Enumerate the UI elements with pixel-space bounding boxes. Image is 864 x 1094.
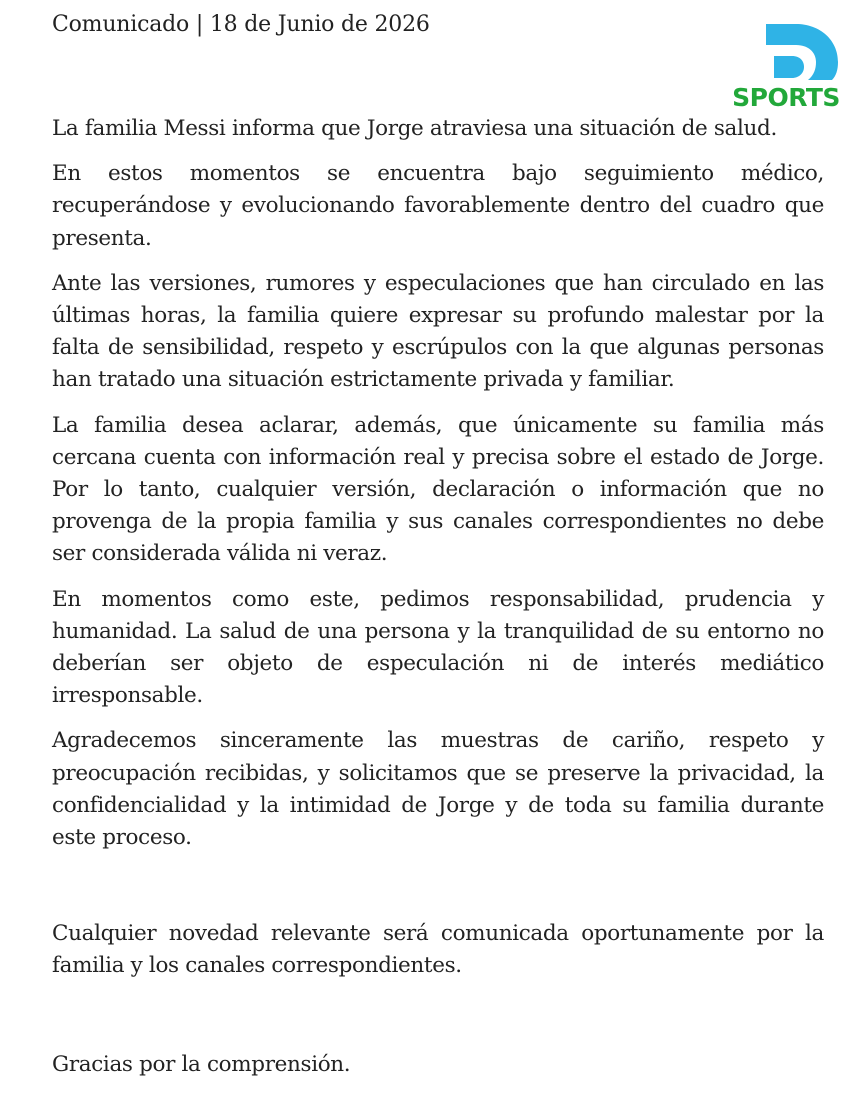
- statement-body: [52, 113, 824, 1094]
- paragraph-clarification: La familia desea aclarar, además, que únicamente su familia más cercana cuenta con información real y precisa sobre el estado de Jorge. Por lo tanto, cualquier versión, declaración o información que no provenga de la propia familia y sus canales correspondientes no debe ser considerada válida ni veraz.: [52, 412, 824, 567]
- paragraph-updates: Cualquier novedad relevante será comunicada oportunamente por la familia y los canales correspondientes.: [52, 921, 824, 979]
- logo-mark-lower: [774, 56, 804, 78]
- spacer: [52, 867, 824, 918]
- paragraph-responsibility: En momentos como este, pedimos responsabilidad, prudencia y humanidad. La salud de una persona y la tranquilidad de su entorno no deberían ser objeto de especulación ni de interés mediático irresponsable.: [52, 586, 824, 709]
- spacer: [52, 996, 824, 1049]
- paragraph-rumors: Ante las versiones, rumores y especulaciones que han circulado en las últimas horas, la familia quiere expresar su profundo malestar por la falta de sensibilidad, respeto y escrúpulos con la que algunas personas han tratado una situación estrictamente privada y familiar.: [52, 270, 824, 393]
- statement-header: Comunicado | 18 de Junio de 2026: [52, 12, 430, 37]
- dsports-d-icon: [728, 22, 844, 114]
- paragraph-intro: La familia Messi informa que Jorge atraviesa una situación de salud.: [52, 116, 777, 141]
- dsports-logo: [728, 22, 844, 114]
- paragraph-thanks: Agradecemos sinceramente las muestras de cariño, respeto y preocupación recibidas, y solicitamos que se preserve la privacidad, la confidencialidad y la intimidad de Jorge y de toda su familia durante este proceso.: [52, 728, 824, 851]
- paragraph-closing: Gracias por la comprensión.: [52, 1051, 351, 1077]
- logo-wordmark: SPORTS: [732, 83, 840, 112]
- paragraph-medical-status: En estos momentos se encuentra bajo seguimiento médico, recuperándose y evolucionando favorablemente dentro del cuadro que presenta.: [52, 161, 824, 251]
